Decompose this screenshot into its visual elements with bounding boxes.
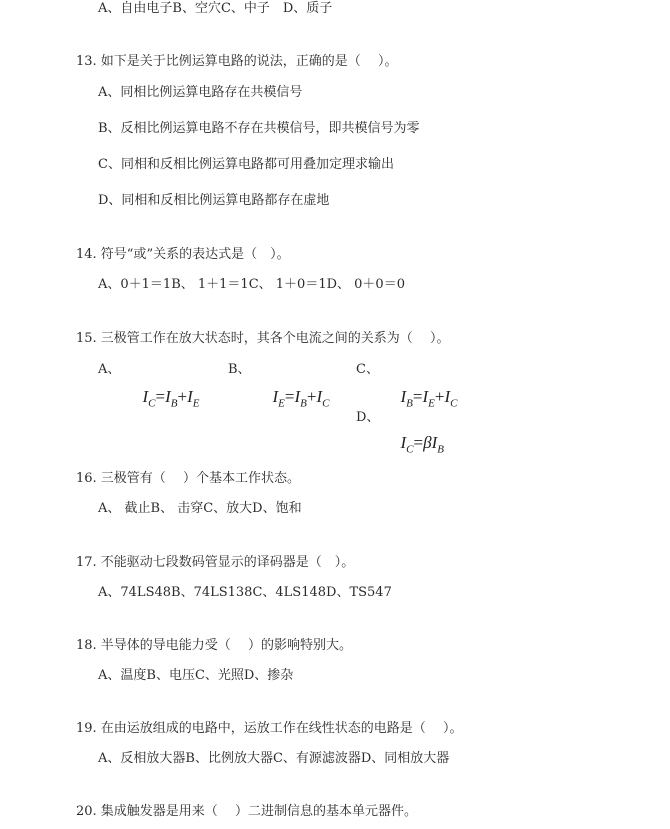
q12-options: A、自由电子B、空穴C、中子 D、质子 (98, 1, 333, 16)
q13-option-b: B、反相比例运算电路不存在共模信号，即共模信号为零 (98, 121, 420, 136)
q15-option-c-label: C、 (356, 362, 379, 377)
q17-options: A、74LS48B、74LS138C、4LS148D、TS547 (98, 585, 392, 600)
q17-stem: 17. 不能驱动七段数码管显示的译码器是（ ）。 (76, 555, 355, 570)
q14-stem: 14. 符号“或”关系的表达式是（ ）。 (76, 247, 290, 262)
q20-stem: 20. 集成触发器是用来（ ）二进制信息的基本单元器件。 (76, 804, 417, 819)
q15-formula-d: $I_C=\beta I_B$ (400, 433, 444, 456)
q13-option-c: C、同相和反相比例运算电路都可用叠加定理求输出 (98, 157, 394, 172)
q19-options: A、反相放大器B、比例放大器C、有源滤波器D、同相放大器 (98, 751, 450, 766)
q15-formula-b: $I_E=I_B+I_C$ (272, 387, 330, 410)
q16-stem: 16. 三极管有（ ）个基本工作状态。 (76, 471, 300, 486)
q15-option-b-label: B、 (228, 362, 251, 377)
q18-options: A、温度B、电压C、光照D、掺杂 (98, 668, 294, 683)
q15-formula-c: $I_B=I_E+I_C$ (400, 387, 458, 410)
q14-options: A、0＋1＝1B、 1＋1＝1C、 1＋0＝1D、 0＋0＝0 (98, 277, 405, 292)
q15-option-d-label: D、 (356, 410, 380, 425)
q16-options: A、 截止B、 击穿C、放大D、饱和 (98, 501, 302, 516)
q15-stem: 15. 三极管工作在放大状态时，其各个电流之间的关系为（ ）。 (76, 331, 450, 346)
q15-option-a-label: A、 (98, 362, 121, 377)
q15-formula-a: $I_C=I_B+I_E$ (142, 387, 200, 410)
q18-stem: 18. 半导体的导电能力受（ ）的影响特别大。 (76, 638, 352, 653)
q13-option-a: A、同相比例运算电路存在共模信号 (98, 85, 303, 100)
q13-option-d: D、同相和反相比例运算电路都存在虚地 (98, 193, 330, 208)
q13-stem: 13. 如下是关于比例运算电路的说法，正确的是（ ）。 (76, 54, 398, 69)
q19-stem: 19. 在由运放组成的电路中，运放工作在线性状态的电路是（ ）。 (76, 721, 463, 736)
